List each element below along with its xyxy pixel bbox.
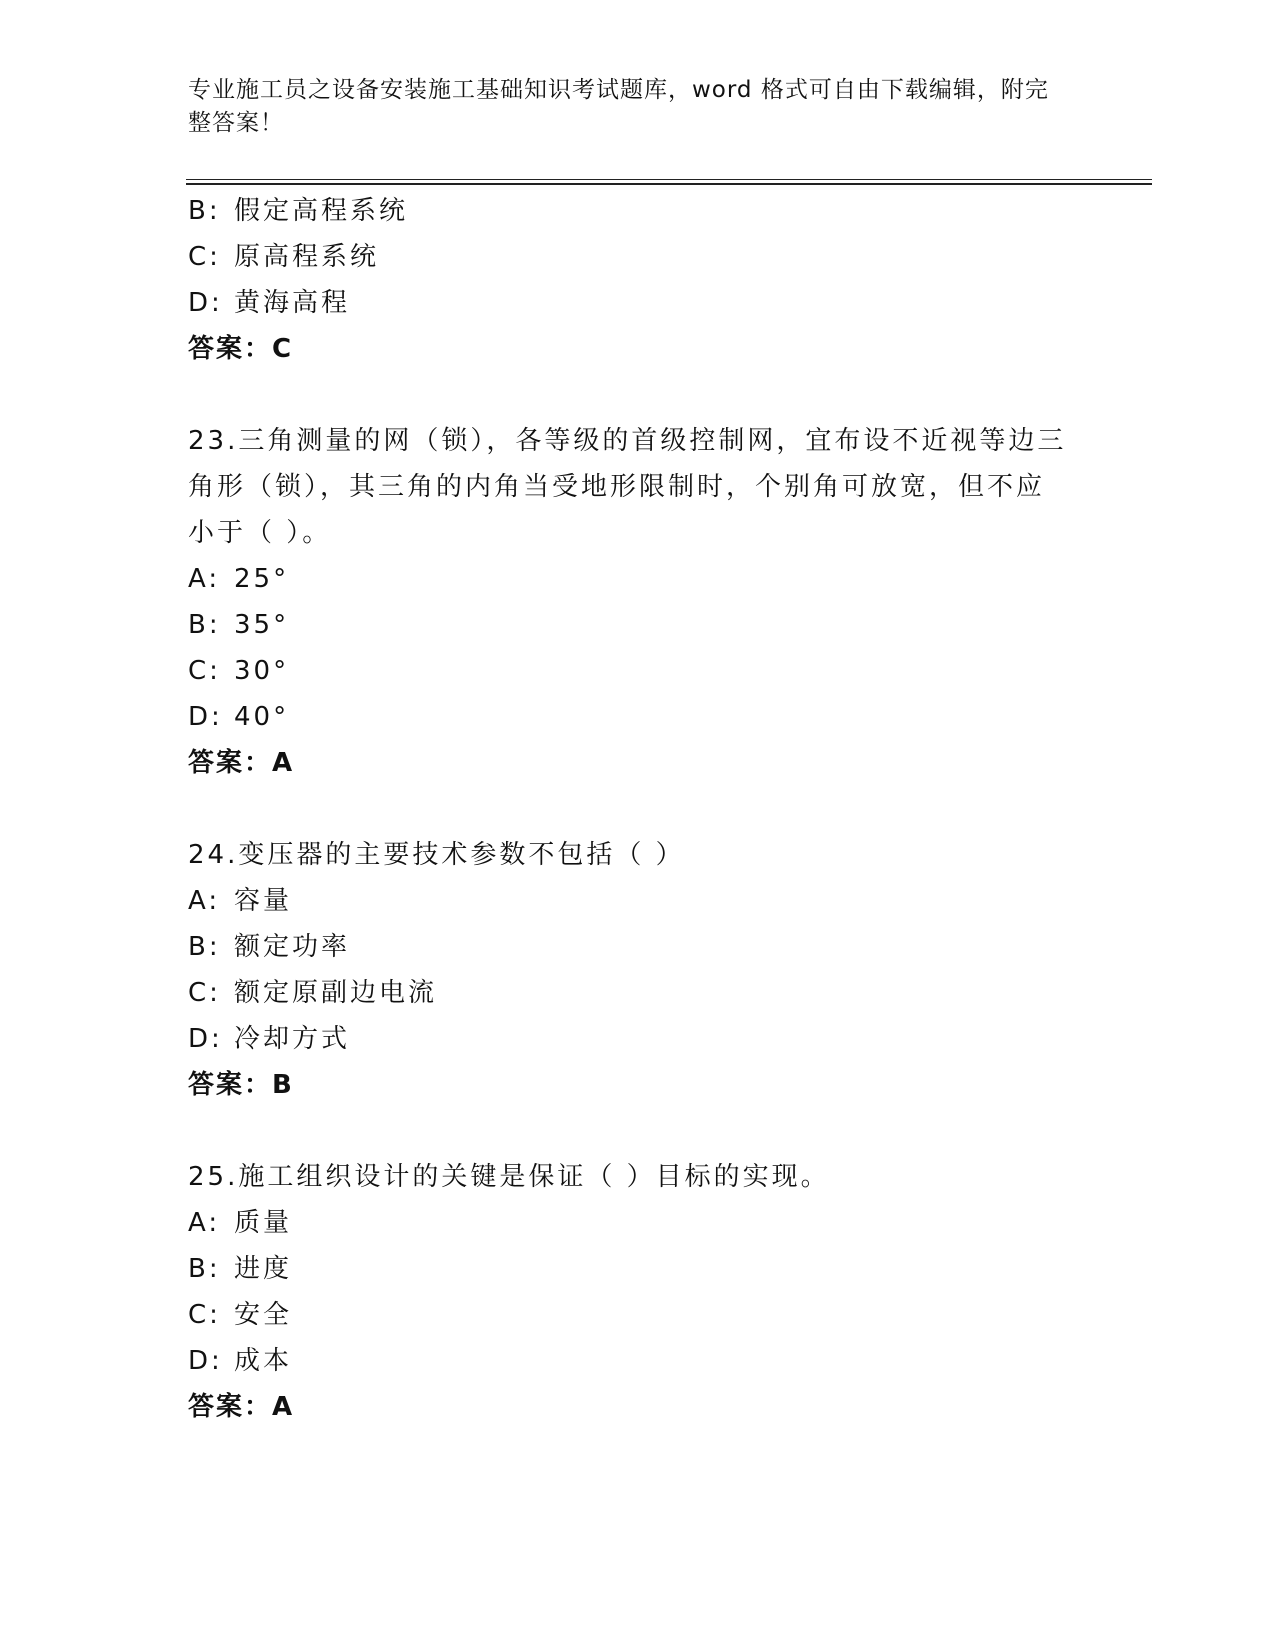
option-label: C: — [188, 1300, 221, 1330]
option-text: 额定原副边电流 — [234, 978, 438, 1008]
option-b — [188, 602, 1088, 648]
question-text-line: 25.施工组织设计的关键是保证（ ）目标的实现。 — [188, 1162, 830, 1192]
spacer — [188, 1108, 1088, 1154]
option-d — [188, 1016, 1088, 1062]
option-b — [188, 924, 1088, 970]
option-c — [188, 648, 1088, 694]
question-text-line: 24.变压器的主要技术参数不包括（ ） — [188, 840, 685, 870]
option-c — [188, 1292, 1088, 1338]
option-a — [188, 878, 1088, 924]
option-text: 冷却方式 — [234, 1024, 351, 1054]
question-text-line: 角形（锁），其三角的内角当受地形限制时，个别角可放宽，但不应 — [188, 472, 1046, 502]
answer-line: 答案：C — [188, 334, 294, 364]
spacer — [188, 372, 1088, 418]
option-label: C: — [188, 656, 221, 686]
option-text: 成本 — [234, 1346, 293, 1376]
option-label: B: — [188, 196, 221, 226]
option-label: B: — [188, 932, 221, 962]
option-label: B: — [188, 610, 221, 640]
question-23 — [188, 418, 1088, 786]
option-text: 40° — [234, 702, 290, 732]
question-24 — [188, 832, 1088, 1108]
option-text: 安全 — [234, 1300, 293, 1330]
header-line-2: 整答案！ — [188, 110, 284, 136]
option-text: 额定功率 — [234, 932, 351, 962]
option-a — [188, 556, 1088, 602]
document-header — [188, 74, 1068, 140]
header-divider-thin — [186, 179, 1152, 180]
option-c — [188, 970, 1088, 1016]
option-a — [188, 1200, 1088, 1246]
option-label: A: — [188, 886, 221, 916]
option-text: 质量 — [234, 1208, 293, 1238]
option-label: C: — [188, 242, 221, 272]
option-c — [188, 234, 1088, 280]
option-text: 进度 — [234, 1254, 293, 1284]
question-text-line: 23.三角测量的网（锁），各等级的首级控制网，宜布设不近视等边三 — [188, 426, 1067, 456]
option-b — [188, 188, 1088, 234]
option-text: 35° — [234, 610, 290, 640]
header-line-1: 专业施工员之设备安装施工基础知识考试题库，word 格式可自由下载编辑，附完 — [188, 77, 1049, 103]
option-text: 黄海高程 — [234, 288, 351, 318]
option-d — [188, 280, 1088, 326]
option-d — [188, 694, 1088, 740]
question-22 — [188, 188, 1088, 372]
option-label: B: — [188, 1254, 221, 1284]
option-label: D: — [188, 1346, 223, 1376]
question-list — [188, 188, 1088, 1430]
spacer — [188, 786, 1088, 832]
option-label: D: — [188, 702, 223, 732]
header-divider-thick — [186, 183, 1152, 185]
option-text: 30° — [234, 656, 290, 686]
answer-line: 答案：A — [188, 1392, 295, 1422]
answer-line: 答案：A — [188, 748, 295, 778]
option-label: A: — [188, 1208, 221, 1238]
option-label: D: — [188, 288, 223, 318]
option-d — [188, 1338, 1088, 1384]
option-text: 假定高程系统 — [234, 196, 409, 226]
answer-line: 答案：B — [188, 1070, 294, 1100]
option-text: 25° — [234, 564, 290, 594]
option-text: 原高程系统 — [234, 242, 380, 272]
question-25 — [188, 1154, 1088, 1430]
option-text: 容量 — [234, 886, 293, 916]
option-label: A: — [188, 564, 221, 594]
question-text-line: 小于（ ）。 — [188, 518, 332, 548]
option-label: D: — [188, 1024, 223, 1054]
option-label: C: — [188, 978, 221, 1008]
option-b — [188, 1246, 1088, 1292]
